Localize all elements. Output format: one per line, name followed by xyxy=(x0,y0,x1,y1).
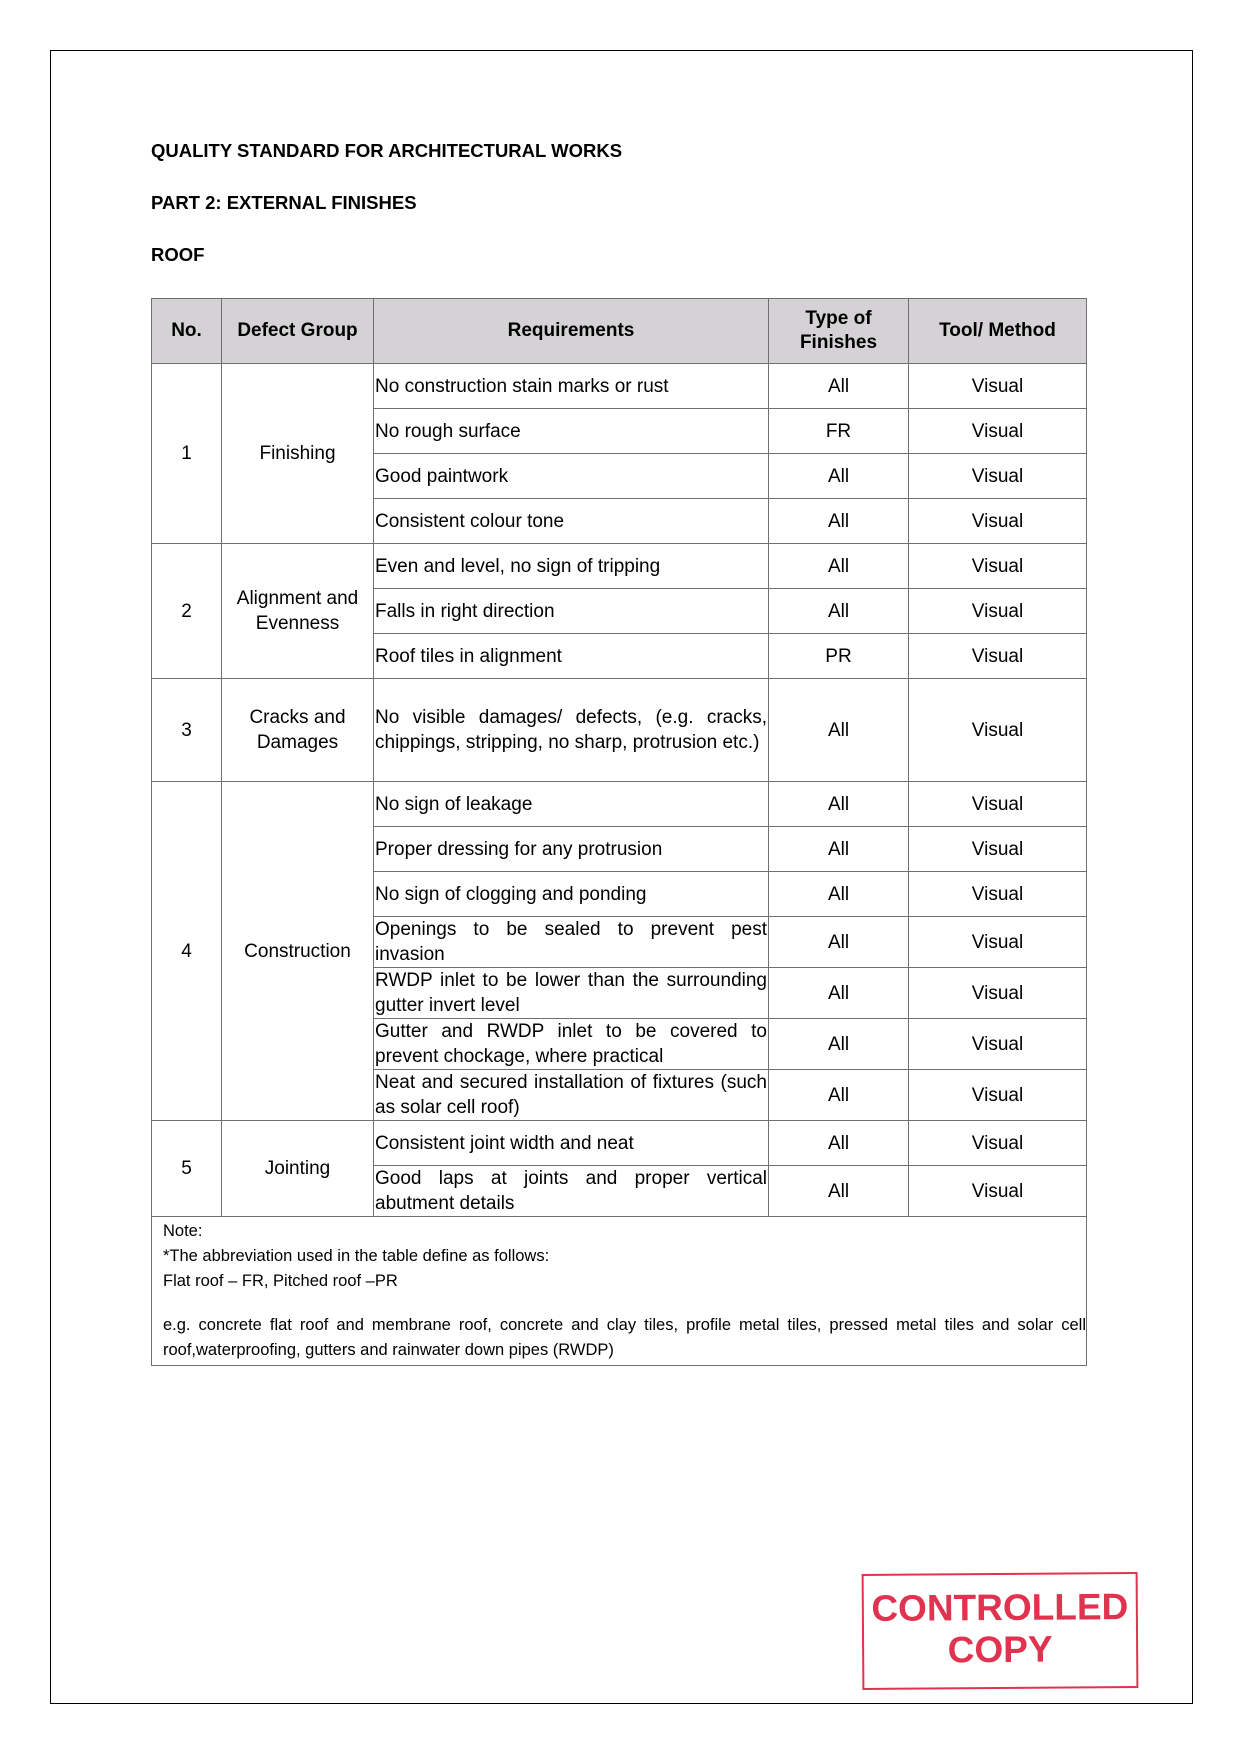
type-of-finishes-cell: All xyxy=(769,782,909,827)
requirement-cell: RWDP inlet to be lower than the surrounding gutter invert level xyxy=(374,968,769,1019)
group-number: 5 xyxy=(152,1121,222,1217)
header-defect-group: Defect Group xyxy=(222,299,374,364)
type-of-finishes-cell: All xyxy=(769,679,909,782)
note-row xyxy=(152,1217,1087,1366)
stamp-line-2: COPY xyxy=(947,1628,1053,1671)
table-header-row xyxy=(152,299,1087,364)
tool-method-cell: Visual xyxy=(909,917,1087,968)
note-abbreviation-definitions: Flat roof – FR, Pitched roof –PR xyxy=(163,1272,398,1290)
type-of-finishes-cell: FR xyxy=(769,409,909,454)
requirement-cell: Roof tiles in alignment xyxy=(374,634,769,679)
defect-group-name: Construction xyxy=(222,782,374,1121)
header-type-of-finishes: Type of Finishes xyxy=(769,299,909,364)
type-of-finishes-cell: All xyxy=(769,544,909,589)
tool-method-cell: Visual xyxy=(909,364,1087,409)
tool-method-cell: Visual xyxy=(909,782,1087,827)
requirement-cell: Openings to be sealed to prevent pest invasion xyxy=(374,917,769,968)
type-of-finishes-cell: PR xyxy=(769,634,909,679)
requirement-cell: Consistent colour tone xyxy=(374,499,769,544)
note-spacer xyxy=(163,1294,1086,1313)
header-requirements: Requirements xyxy=(374,299,769,364)
type-of-finishes-cell: All xyxy=(769,1019,909,1070)
tool-method-cell: Visual xyxy=(909,827,1087,872)
tool-method-cell: Visual xyxy=(909,1019,1087,1070)
tool-method-cell: Visual xyxy=(909,1166,1087,1217)
requirement-cell: Good paintwork xyxy=(374,454,769,499)
requirement-cell: No sign of clogging and ponding xyxy=(374,872,769,917)
type-of-finishes-cell: All xyxy=(769,364,909,409)
table-row xyxy=(152,679,1087,782)
type-of-finishes-cell: All xyxy=(769,1166,909,1217)
defect-group-name: Cracks and Damages xyxy=(222,679,374,782)
defect-group-name: Alignment and Evenness xyxy=(222,544,374,679)
requirement-cell: Consistent joint width and neat xyxy=(374,1121,769,1166)
table-row xyxy=(152,1121,1087,1166)
requirement-cell: No construction stain marks or rust xyxy=(374,364,769,409)
table-row xyxy=(152,544,1087,589)
type-of-finishes-cell: All xyxy=(769,917,909,968)
group-number: 1 xyxy=(152,364,222,544)
type-of-finishes-cell: All xyxy=(769,1070,909,1121)
tool-method-cell: Visual xyxy=(909,872,1087,917)
defect-group-name: Finishing xyxy=(222,364,374,544)
type-of-finishes-cell: All xyxy=(769,499,909,544)
tool-method-cell: Visual xyxy=(909,1070,1087,1121)
group-number: 4 xyxy=(152,782,222,1121)
note-abbreviation-intro: *The abbreviation used in the table define as follows: xyxy=(163,1247,550,1265)
requirement-cell: Even and level, no sign of tripping xyxy=(374,544,769,589)
table-body xyxy=(152,364,1087,1217)
type-of-finishes-cell: All xyxy=(769,968,909,1019)
stamp-line-1: CONTROLLED xyxy=(871,1586,1129,1629)
requirement-cell: No sign of leakage xyxy=(374,782,769,827)
note-examples: e.g. concrete flat roof and membrane roof, concrete and clay tiles, profile metal tiles, pressed metal tiles and solar cell roof,waterproofing, gutters and rainwater down pipes (RWDP) xyxy=(163,1316,1086,1359)
requirement-cell: Gutter and RWDP inlet to be covered to prevent chockage, where practical xyxy=(374,1019,769,1070)
tool-method-cell: Visual xyxy=(909,1121,1087,1166)
table-row xyxy=(152,364,1087,409)
requirement-cell: Neat and secured installation of fixtures (such as solar cell roof) xyxy=(374,1070,769,1121)
requirement-cell: Good laps at joints and proper vertical abutment details xyxy=(374,1166,769,1217)
group-number: 3 xyxy=(152,679,222,782)
requirement-cell: No visible damages/ defects, (e.g. cracks, chippings, stripping, no sharp, protrusion etc.) xyxy=(374,679,769,782)
header-no: No. xyxy=(152,299,222,364)
tool-method-cell: Visual xyxy=(909,454,1087,499)
part-heading: PART 2: EXTERNAL FINISHES xyxy=(151,192,417,213)
tool-method-cell: Visual xyxy=(909,409,1087,454)
note-label: Note: xyxy=(163,1222,203,1240)
tool-method-cell: Visual xyxy=(909,679,1087,782)
tool-method-cell: Visual xyxy=(909,968,1087,1019)
group-number: 2 xyxy=(152,544,222,679)
tool-method-cell: Visual xyxy=(909,499,1087,544)
type-of-finishes-cell: All xyxy=(769,454,909,499)
quality-standard-table xyxy=(151,298,1087,1366)
requirement-cell: Proper dressing for any protrusion xyxy=(374,827,769,872)
section-heading: ROOF xyxy=(151,244,205,265)
tool-method-cell: Visual xyxy=(909,589,1087,634)
tool-method-cell: Visual xyxy=(909,544,1087,589)
requirement-cell: Falls in right direction xyxy=(374,589,769,634)
requirement-cell: No rough surface xyxy=(374,409,769,454)
table-row xyxy=(152,782,1087,827)
type-of-finishes-cell: All xyxy=(769,589,909,634)
header-tool-method: Tool/ Method xyxy=(909,299,1087,364)
note-cell xyxy=(152,1217,1087,1366)
type-of-finishes-cell: All xyxy=(769,827,909,872)
type-of-finishes-cell: All xyxy=(769,1121,909,1166)
tool-method-cell: Visual xyxy=(909,634,1087,679)
document-title: QUALITY STANDARD FOR ARCHITECTURAL WORKS xyxy=(151,140,623,161)
defect-group-name: Jointing xyxy=(222,1121,374,1217)
controlled-copy-stamp xyxy=(862,1572,1139,1690)
type-of-finishes-cell: All xyxy=(769,872,909,917)
